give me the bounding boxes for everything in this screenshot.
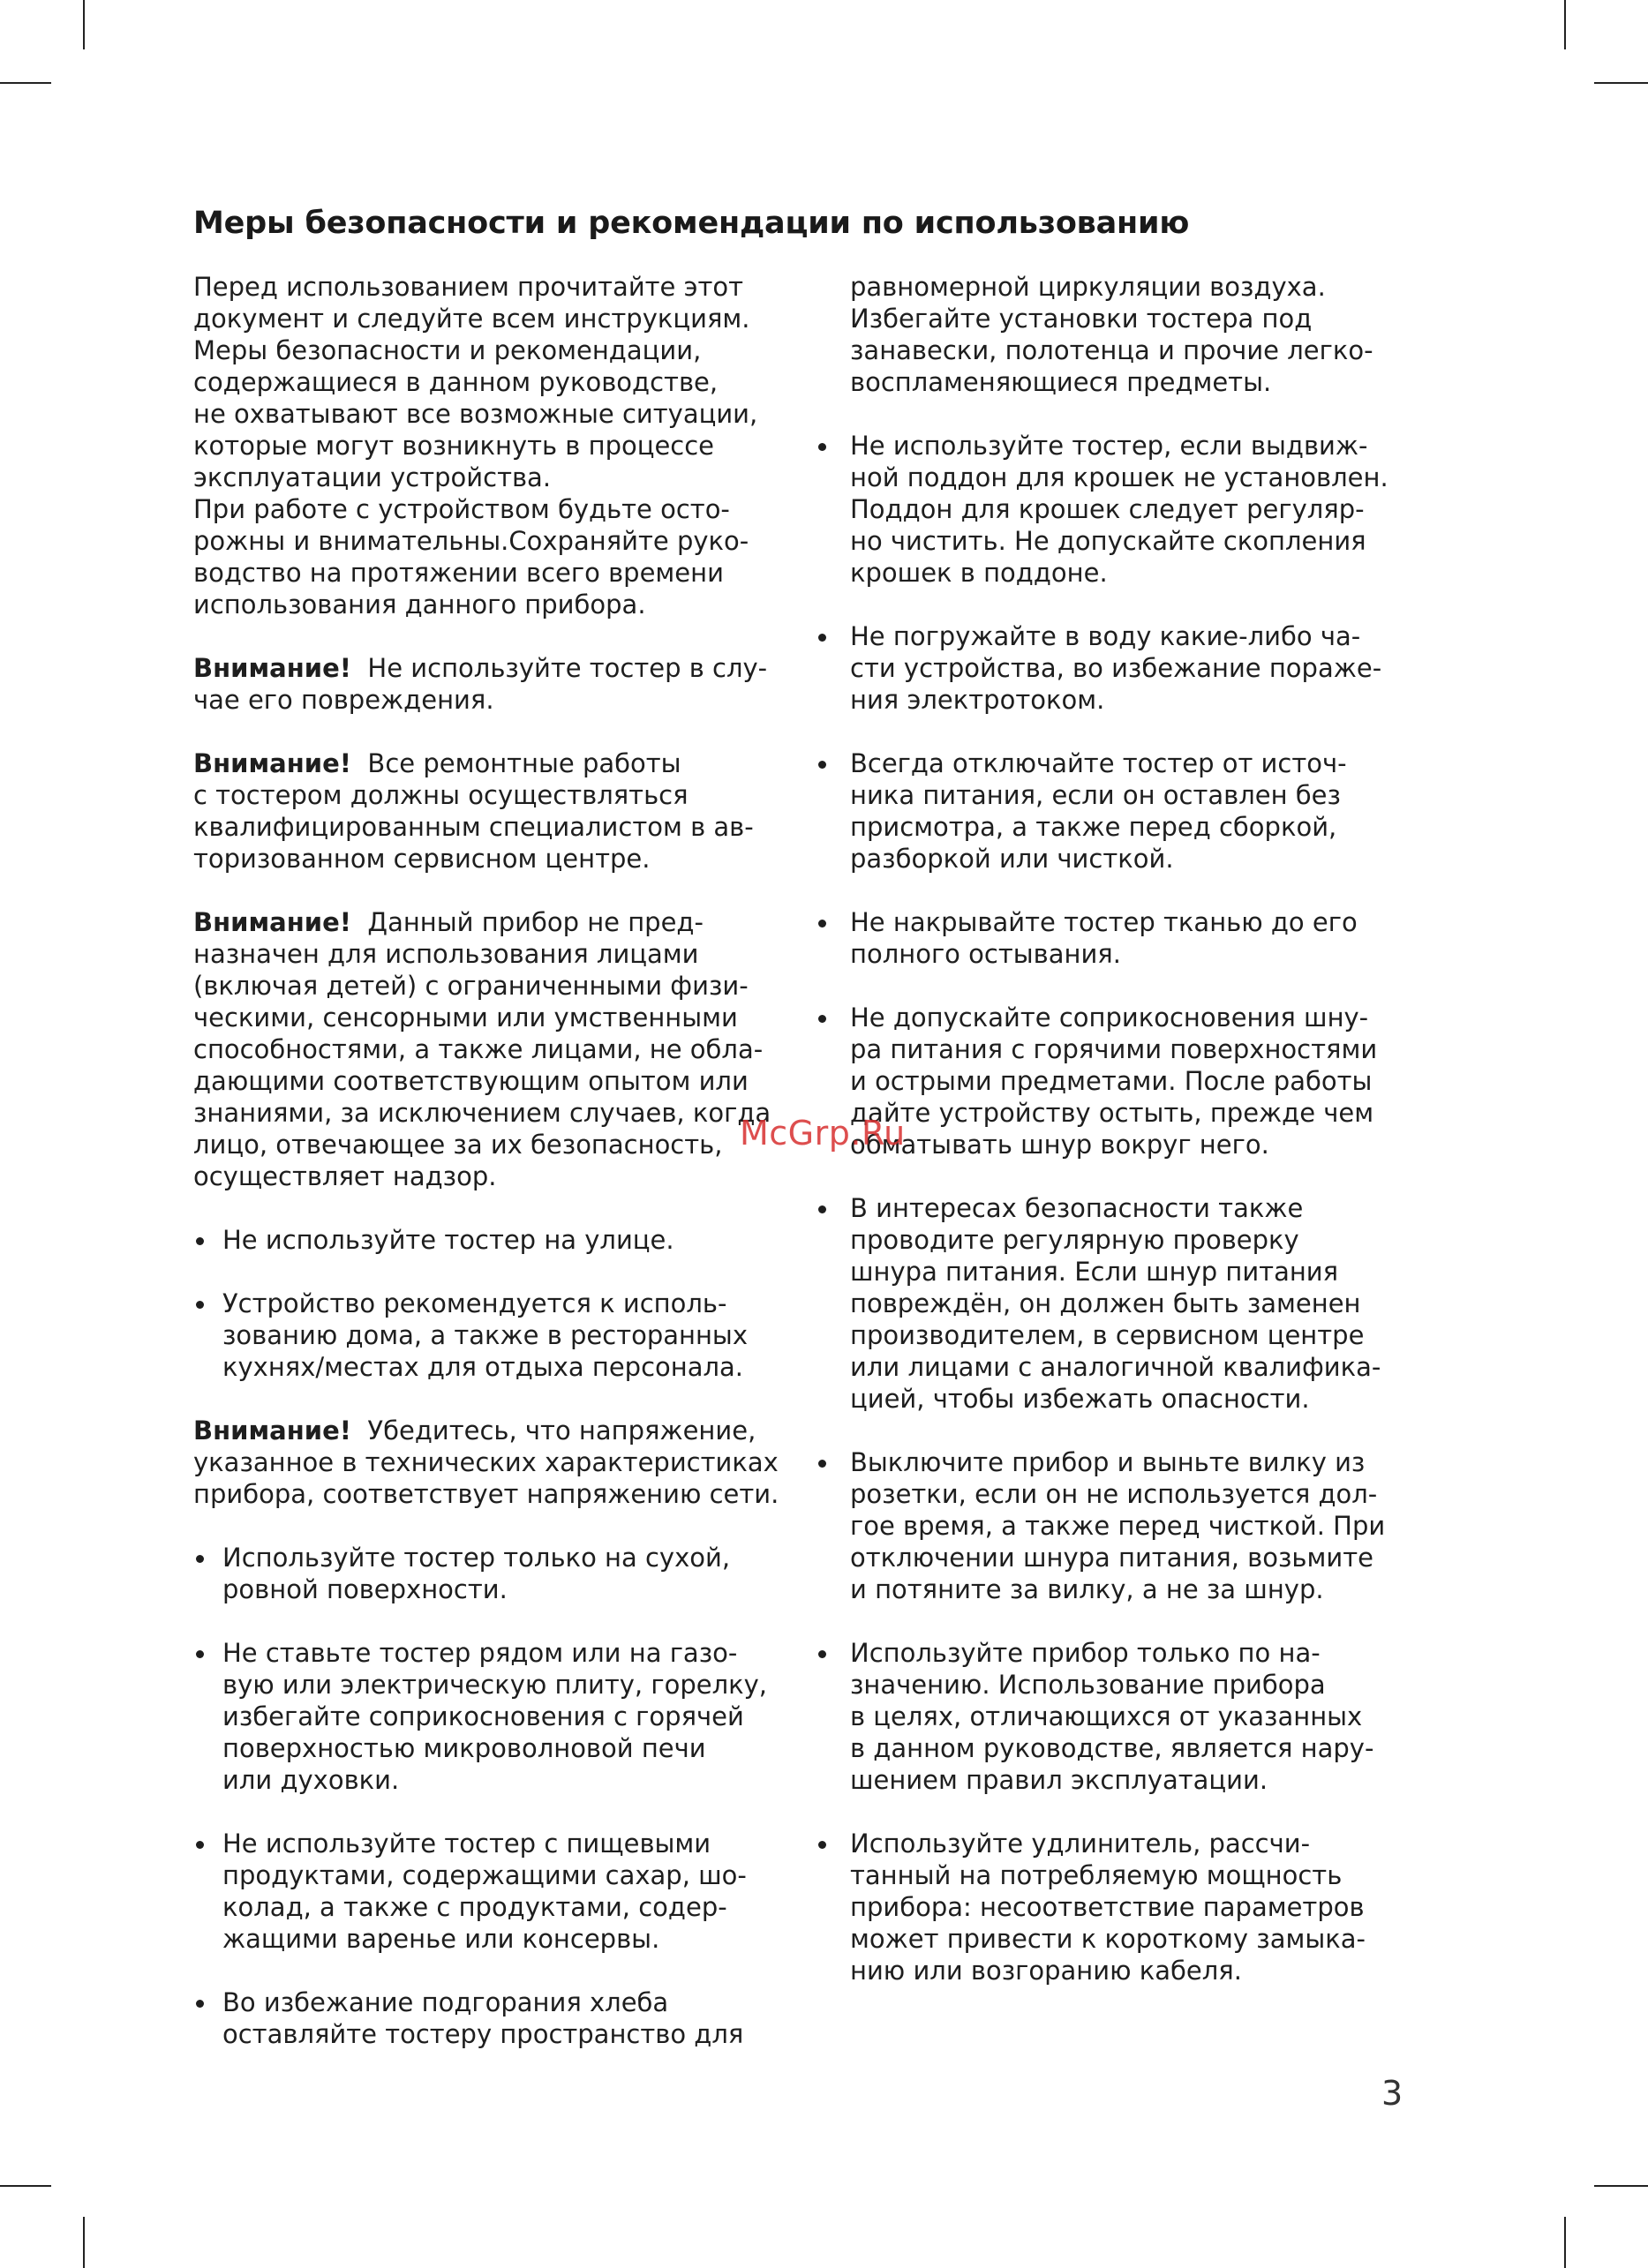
list-item: Не допускайте соприкосновения шну- ра питания с горячими поверхностями и острыми предметами. После работы дайте устройству остыть, прежде чем обматывать шнур вокруг него. — [821, 1002, 1417, 1160]
list-item: Не используйте тостер с пищевыми продуктами, содержащими сахар, шо- колад, а также с продуктами, содер- жащими варенье или консервы. — [193, 1828, 794, 1955]
list-item: Не используйте тостер на улице. — [193, 1224, 794, 1256]
crop-mark — [1564, 2217, 1566, 2268]
crop-mark — [0, 82, 51, 84]
list-item: Используйте удлинитель, рассчи- танный на потребляемую мощность прибора: несоответствие параметров может привести к короткому замыка- нию или возгоранию кабеля. — [821, 1828, 1417, 1986]
page-number: 3 — [1381, 2074, 1403, 2113]
list-item: Используйте прибор только по на- значению. Использование прибора в целях, отличающихся от указанных в данном руководстве, является нару- шением правил эксплуатации. — [821, 1637, 1417, 1796]
crop-mark — [1564, 0, 1566, 49]
crop-mark — [1594, 2185, 1648, 2187]
list-item: Не накрывайте тостер тканью до его полного остывания. — [821, 906, 1417, 970]
list-item: Устройство рекомендуется к исполь- зованию дома, а также в ресторанных кухнях/местах для отдыха персонала. — [193, 1288, 794, 1383]
list-item: Выключите прибор и выньте вилку из розетки, если он не используется дол- гое время, а также перед чисткой. При отключении шнура питания, возьмите и потяните за вилку, а не за шнур. — [821, 1446, 1417, 1605]
warning-paragraph: Внимание! Все ремонтные работы с тостером должны осуществляться квалифицированным специалистом в ав- торизованном сервисном центре. — [193, 748, 754, 874]
warning-paragraph: Внимание! Не используйте тостер в слу- чае его повреждения. — [193, 653, 768, 715]
list-item: Не ставьте тостер рядом или на газо- вую или электрическую плиту, горелку, избегайте соприкосновения с горячей поверхностью микроволновой печи или духовки. — [193, 1637, 794, 1796]
list-item: Во избежание подгорания хлеба оставляйте тостеру пространство для — [193, 1986, 794, 2050]
crop-mark — [0, 2185, 51, 2187]
continuation-paragraph: равномерной циркуляции воздуха. Избегайте установки тостера под занавески, полотенца и прочие легко- воспламеняющиеся предметы. — [850, 272, 1373, 397]
right-column — [821, 271, 1417, 2018]
intro-paragraph: Перед использованием прочитайте этот документ и следуйте всем инструкциям. Меры безопасности и рекомендации, содержащиеся в данном руководстве, не охватывают все возможные ситуации, которые могут возникнуть в процессе эксплуатации устройства. При работе с устройством будьте осто- рожны и внимательны.Сохраняйте руко- водство на протяжении всего времени использования данного прибора. — [193, 272, 758, 620]
warning-label: Внимание! — [193, 653, 351, 683]
warning-label: Внимание! — [193, 907, 351, 937]
crop-mark — [83, 0, 85, 49]
bullet-list — [821, 430, 1417, 1986]
list-item: В интересах безопасности также проводите регулярную проверку шнура питания. Если шнур питания повреждён, он должен быть заменен производителем, в сервисном центре или лицами с аналогичной квалифика- цией, чтобы избежать опасности. — [821, 1192, 1417, 1415]
list-item: Не погружайте в воду какие-либо ча- сти устройства, во избежание пораже- ния электротоком. — [821, 620, 1417, 716]
crop-mark — [83, 2217, 85, 2268]
crop-mark — [1594, 82, 1648, 84]
warning-paragraph: Внимание! Данный прибор не пред- назначен для использования лицами (включая детей) с ограниченными физи- ческими, сенсорными или умственными способностями, а также лицами, не обла- дающими соответствующим опытом или знаниями, за исключением случаев, когда лицо, отвечающее за их безопасность, осуществляет надзор. — [193, 907, 771, 1191]
bullet-list — [193, 1542, 794, 2050]
warning-paragraph: Внимание! Убедитесь, что напряжение, указанное в технических характеристиках прибора, соответствует напряжению сети. — [193, 1416, 779, 1509]
list-item: Всегда отключайте тостер от источ- ника питания, если он оставлен без присмотра, а также перед сборкой, разборкой или чисткой. — [821, 747, 1417, 875]
watermark: McGrp.Ru — [740, 1114, 906, 1153]
list-item: Не используйте тостер, если выдвиж- ной поддон для крошек не установлен. Поддон для крошек следует регуляр- но чистить. Не допускайте скопления крошек в поддоне. — [821, 430, 1417, 589]
warning-label: Внимание! — [193, 748, 351, 778]
left-column — [193, 271, 794, 2082]
bullet-list — [193, 1224, 794, 1383]
page-title: Меры безопасности и рекомендации по использованию — [193, 206, 1190, 241]
warning-label: Внимание! — [193, 1416, 351, 1446]
list-item: Используйте тостер только на сухой, ровной поверхности. — [193, 1542, 794, 1605]
